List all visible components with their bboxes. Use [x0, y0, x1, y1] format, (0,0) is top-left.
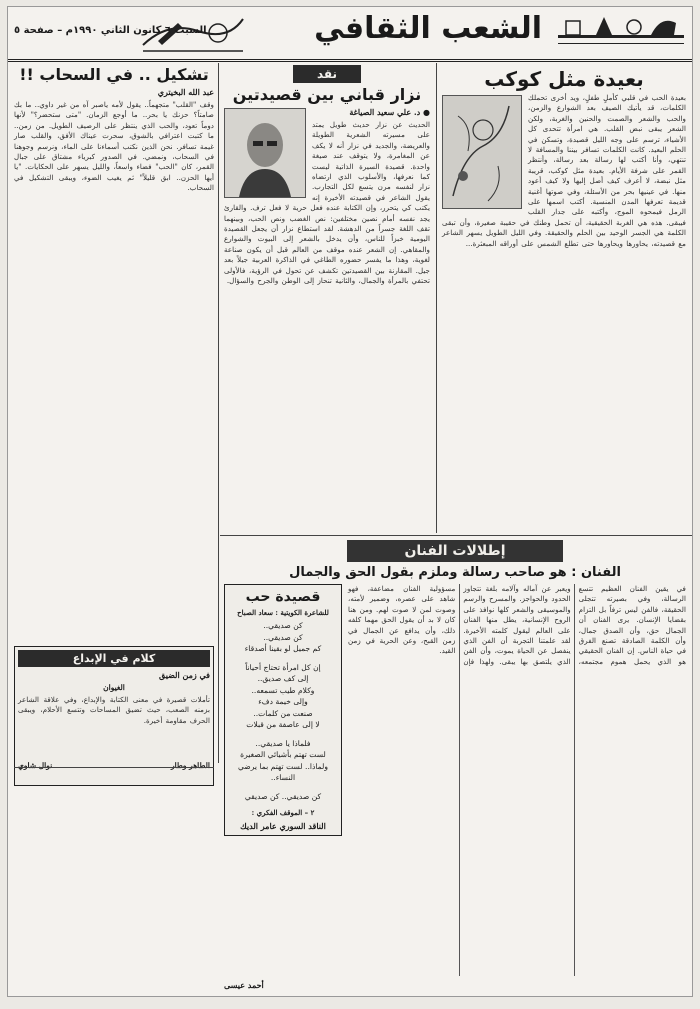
center-article-body: الحديث عن نزار حديث طويل يمتد على مسيرته الشعرية الطويلة والعريضة، والجديد في نزار أنه لا يكف عن المغامرة، ولا يتوقف عند صيغة واحدة. قصيدة السيرة الذاتية ليست كما نعرفها، والأسلوب الذي ارتضاه نزار لنفسه مرن يتسع لكل التجارب. يقول الشاعر في قصيدته الأخيرة إنه يكتب كي يتحرر، وإن الكتابة عنده فعل حرية لا فعل ترف. والقارئ يجد نفسه أمام نصين مختلفين: نص الغضب ونص الحب، وبينهما تقف اللغة جسراً من الدهشة. لقد استطاع نزار أن يجعل القصيدة اليومية خبزاً للناس، وأن يدخل بالشعر إلى البيوت والشوارع والمقاهي. إن الشعر عنده موقف من العالم قبل أن يكون صناعة لغوية، وهذا ما يفسر حضوره الطاغي في الذاكرة العربية جيلاً بعد جيل. المقارنة بين القصيدتين تكشف عن تحول في الرؤية، فالأولى تحتفي بالمرأة والجمال، والثانية تنحاز إلى الوطن والجرح والسؤال.: [224, 120, 430, 286]
column-rule: [218, 63, 219, 763]
creativity-box-subtitle-2: الغيوان: [103, 683, 125, 692]
poem-line: وكلام طيب تسمعه..: [251, 685, 315, 695]
issue-dateline: السبت ٦ كانون الثاني ١٩٩٠م – صفحة ٥: [14, 25, 207, 36]
left-column: [14, 63, 214, 770]
right-article-body: بعيدة الحب في قلبي كأملٍ طفلٍ، ويد أخرى تحملك الكلمات، قد يأتيك الصيف بعد الشوارع والزمن، والحب والشعر والصمت والحنين والغربة، ولكن الشعر يبقى نبض القلب. هي امرأة تتحدى كل الأشياء، ترسم على وجه الليل قصيدة، وتسكن في الحلم البعيد. كانت الكلمات تسافر بيننا والمسافة لا تنتهي، وأنا أكتب لها رسالة بعد رسالة، وأنتظر القمر على شرفة الأيام. بعيدة مثل كوكب، قريبة مثل نبضة، لا أعرف كيف أصل إليها ولا كيف أعود منها. في عينيها بحر من الأسئلة، وفي صوتها أغنية قديمة تعرفها المدن المنسية. أكتب اسمها على الرمل فيمحوه الموج، وأكتبه على جدار القلب فيبقى. هذه هي الغربة الحقيقية، أن تحمل وطنك في حقيبة صغيرة، وأن تبقى الكلمة هي الجسر الوحيد بين الحلم والحقيقة. وفي الليل الطويل يسهر الشاعر مع قصيدته، يحاورها ويحاورها حتى تطلع الشمس على أوراقه المبعثرة...: [442, 93, 686, 248]
creativity-box-subtitle: في زمن الضيق: [159, 670, 210, 680]
center-article-section-header: ٢ – الموقف الفكري :: [251, 808, 315, 817]
poem-line: صنعت من كلمات..: [253, 708, 313, 718]
creativity-box-title: كلام في الإبداع: [18, 650, 210, 667]
poem-line: كن صديقي..: [263, 621, 303, 630]
left-column-body: وقف "القلب" متجهماً.. يقول لأمه ياصبر آه من غير داوي.. ما بك صامتاً؟ حزنك يا بحر.. ما أوجع الزمان. "متى ستحضر؟" لأنها دوماً تعود، والحب الذي ينتظر على الرصيف الطويل. من زمن.. ما كتبت اعترافي بالشوق، سحرت عيناك الأفق، والقلب صار غيمة تسافر. نحن الذين نكتب أسماءنا على الماء، ونرسم وجوهنا في السحاب، ونمضي. في الصدور كبرياء مشتاق على جبال القمر، كان "الحب" فضاء واسعاً، والليل يسهر على الحكايات. "يا أيها الحزن.. ابق قليلاً" ثم يغيب الضوء، ويبقى التشكيل في السحاب.: [14, 100, 214, 193]
poem-line: وإلى خيمة دفء: [258, 697, 308, 706]
decorative-illustration: [442, 95, 522, 209]
bottom-article-title: الفنان : هو صاحب رسالة وملزم بقول الحق والجمال: [289, 565, 621, 580]
page-header: [8, 7, 692, 62]
poem-lines: [228, 620, 338, 802]
poem-title: قصيدة حب: [245, 589, 321, 605]
right-article-title: بعيدة مثل كوكب: [484, 67, 644, 91]
center-article-byline: ● د. علي سعيد الصياغة: [349, 107, 430, 117]
left-column-byline: عبد الله البخيتري: [157, 87, 214, 97]
poem-line: كن صديقي.. كن صديقي: [244, 791, 322, 801]
creativity-box: [14, 646, 214, 786]
section-kicker: نقد: [293, 65, 361, 83]
poem-line: إن كل امرأة تحتاج أحياناً: [245, 662, 321, 672]
section-rule: [14, 767, 214, 768]
center-article: [224, 65, 430, 531]
creativity-box-body: تأملات قصيرة في معنى الكتابة والإبداع، وفي علاقة الشاعر بزمنه الصعب، حيث تضيق المساحات وتتسع الأحلام، ويبقى الحرف مقاومة أخيرة.: [18, 695, 210, 725]
poem-line: إلى كف صديق..: [257, 674, 309, 683]
left-column-title: تشكيل .. في السحاب !!: [19, 65, 209, 84]
creativity-box-signature: نوال شاوي: [18, 761, 53, 770]
center-article-title: نزار قباني بين قصيدتين: [232, 85, 422, 104]
bottom-article-body: في يقين الفنان العظيم تتسع الرسالة، وفي بصيرته تتجلى الحقيقة، فالفن ليس ترفاً بل التزام بقضايا الإنسان. يرى الفنان أن الجمال حق، وأن الصدق جمال، وأن الكلمة الصادقة تصنع الفرق في حياة الناس. إن الفنان الحقيقي هو الذي يحمل هموم مجتمعه، ويعبر عن آماله وآلامه بلغة تتجاوز الحدود والحواجز. والمسرح والرسم والموسيقى والشعر كلها نوافذ على الروح الإنسانية، يطل منها الفنان على العالم ليقول كلمته الأخيرة. لقد علمتنا التجربة أن الفن الذي ينفصل عن الحياة يموت، وأن الفن الذي يلتصق بها يبقى. ولهذا فإن مسؤولية الفنان مضاعفة، فهو شاهد على عصره، وضمير لأمته، وصوت لمن لا صوت لهم. ومن هنا كان لا بد أن يقول الحق مهما كلفه ذلك، وأن يدافع عن الجمال في زمن القبح، وعن الحرية في زمن القيد.: [348, 584, 686, 666]
column-rule: [436, 63, 437, 533]
section-rule: [220, 535, 692, 536]
masthead-title: الشعب الثقافي: [314, 11, 542, 46]
poem-line: النساء..: [270, 773, 296, 782]
creativity-box-signature: الطاهر وطار: [170, 761, 210, 770]
poem-line: كن صديقي..: [263, 632, 303, 642]
newspaper-page: [7, 6, 693, 997]
bottom-article: [224, 540, 686, 990]
poem-line: كم جميل لو بقينا أصدقاء: [244, 644, 322, 653]
masthead-illustration-right: [556, 13, 686, 53]
right-article: [442, 65, 686, 531]
poem-line: لست تهتم بأشيائي الصغيرة: [240, 750, 326, 759]
poem-subtitle: للشاعرة الكويتية : سعاد الصباح: [237, 608, 329, 617]
poem-line: فلماذا يا صديقي..: [255, 738, 311, 748]
poem-box: [224, 584, 342, 836]
bottom-article-author: أحمد عيسى: [224, 980, 264, 990]
poem-line: لا إلى عاصفة من قبلات: [246, 720, 320, 729]
poem-line: ولماذا.. لست تهتم بما يرضي: [237, 761, 329, 771]
center-article-signoff: الناقد السوري عامر الديك: [240, 821, 326, 831]
bottom-article-banner: إطلالات الفنان: [347, 540, 563, 562]
author-portrait-photo: [224, 108, 306, 198]
